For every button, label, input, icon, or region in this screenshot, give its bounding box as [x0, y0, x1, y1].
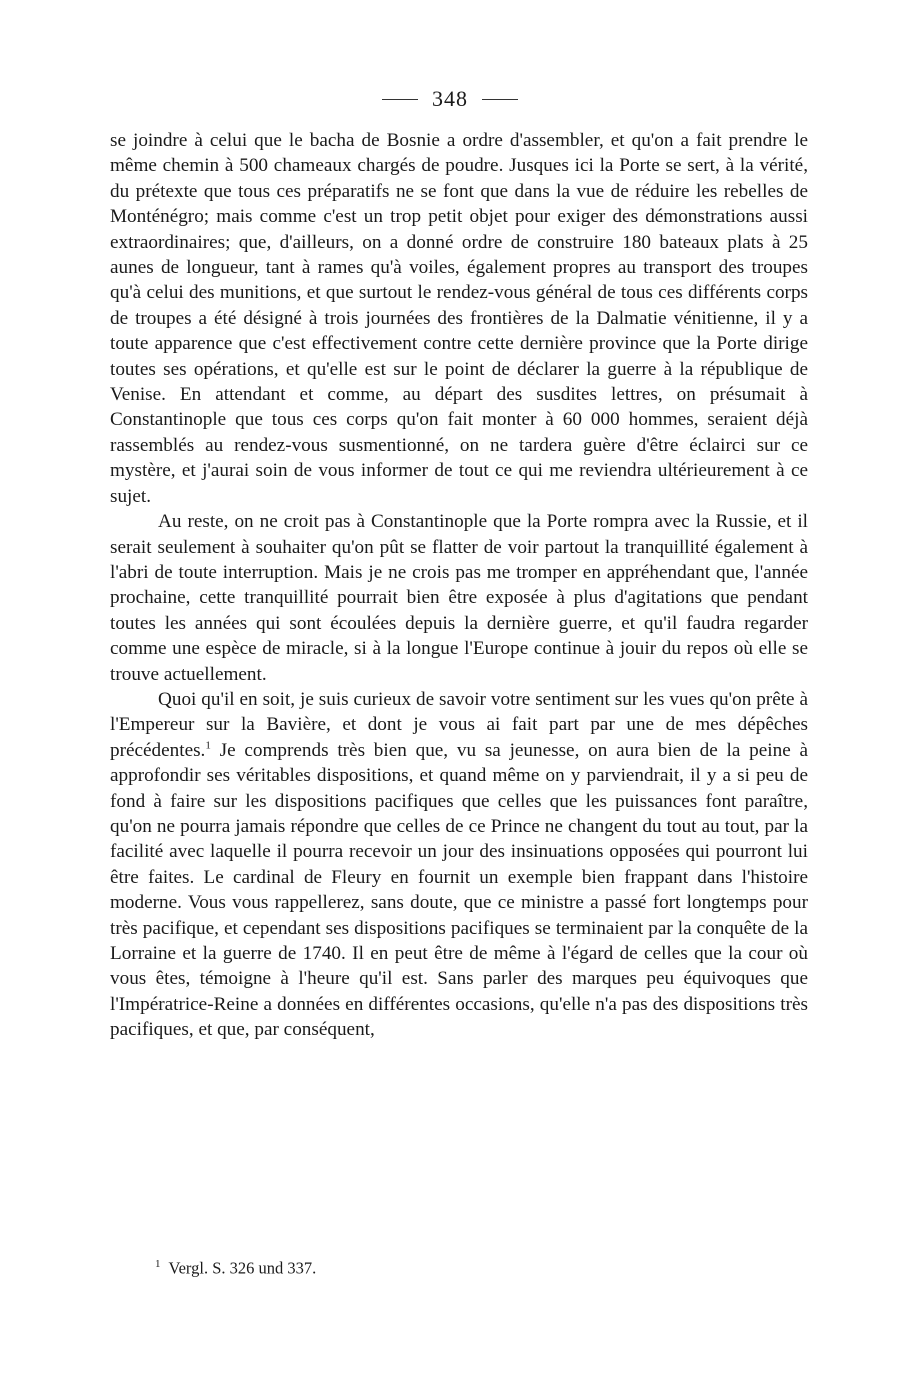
paragraph-text: Quoi qu'il en soit, je suis curieux de savoir votre sentiment sur les vues qu'on prête à l'Empereur sur la Bavière, et dont je vous ai fait part par une de mes dépêches précédentes.: [110, 688, 808, 761]
header-rule-left: [382, 99, 418, 100]
footnote-text: Vergl. S. 326 und 337.: [168, 1258, 317, 1278]
page-number: 348: [432, 86, 468, 111]
body-text: [110, 128, 808, 1043]
paragraph: [110, 687, 808, 1043]
paragraph: Au reste, on ne croit pas à Constantinople que la Porte rompra avec la Russie, et il serait seulement à souhaiter qu'on pût se flatter de voir partout la tranquillité également à l'abri de toute interruption. Mais je ne crois pas me tromper en appréhendant que, l'année prochaine, cette tranquillité pourrait bien être exposée à plus d'agitations que pendant toutes les années qui sont écoulées depuis la dernière guerre, et qu'il faudra regarder comme une espèce de miracle, si à la longue l'Europe continue à jouir du repos où elle se trouve actuellement.: [110, 511, 808, 685]
footnote-reference: 1: [205, 739, 211, 752]
paragraph-continued: se joindre à celui que le bacha de Bosnie a ordre d'assembler, et qu'on a fait prendre le même chemin à 500 chameaux chargés de poudre. Jusques ici la Porte se sert, à la vérité, du prétexte que tous ces préparatifs ne se font que dans la vue de réduire les rebelles de Monténégro; mais comme c'est un trop petit objet pour exiger des démonstrations aussi extraordinaires; que, d'ailleurs, on a donné ordre de construire 180 bateaux plats à 25 aunes de longueur, tant à rames qu'à voiles, également propres au transport des troupes qu'à celui des munitions, et que surtout le rendez-vous général de tous ces différents corps de troupes a été désigné à trois journées des frontières de la Dalmatie vénitienne, il y a toute apparence que c'est effectivement contre cette dernière province que la Porte dirige toutes ses opérations, et qu'elle est sur le point de déclarer la guerre à la république de Venise. En attendant et comme, au départ des susdites lettres, on présumait à Constantinople que tous ces corps qu'on fait monter à 60 000 hommes, seraient déjà rassemblés au rendez-vous susmentionné, on ne tardera guère d'être éclairci sur ce mystère, et j'aurai soin de vous informer de tout ce qui me reviendra ultérieurement à ce sujet.: [110, 130, 808, 507]
page-header: [0, 86, 900, 112]
footnote: [155, 1253, 316, 1280]
paragraph-text: Je comprends très bien que, vu sa jeunesse, on aura bien de la peine à approfondir ses véritables dispositions, et quand même on y parviendrait, il y a si peu de fond à faire sur les dispositions pacifiques que celles que les puissances font paraître, qu'on ne pourra jamais répondre que celles de ce Prince ne changent du tout au tout, par la facilité avec laquelle il pourra recevoir un jour des insinuations opposées qui pourront lui être faites. Le cardinal de Fleury en fournit un exemple bien frappant dans l'histoire moderne. Vous vous rappellerez, sans doute, que ce ministre a passé fort longtemps pour très pacifique, et cependant ses dispositions pacifiques se terminaient par la conquête de la Lorraine et la guerre de 1740. Il en peut être de même à l'égard de celles que la cour où vous êtes, témoigne à l'heure qu'il est. Sans parler des marques peu équivoques que l'Impératrice-Reine a données en différentes occasions, qu'elle n'a pas des dispositions très pacifiques, et que, par conséquent,: [110, 739, 808, 1041]
footnote-marker: 1: [155, 1258, 161, 1270]
header-rule-right: [482, 99, 518, 100]
